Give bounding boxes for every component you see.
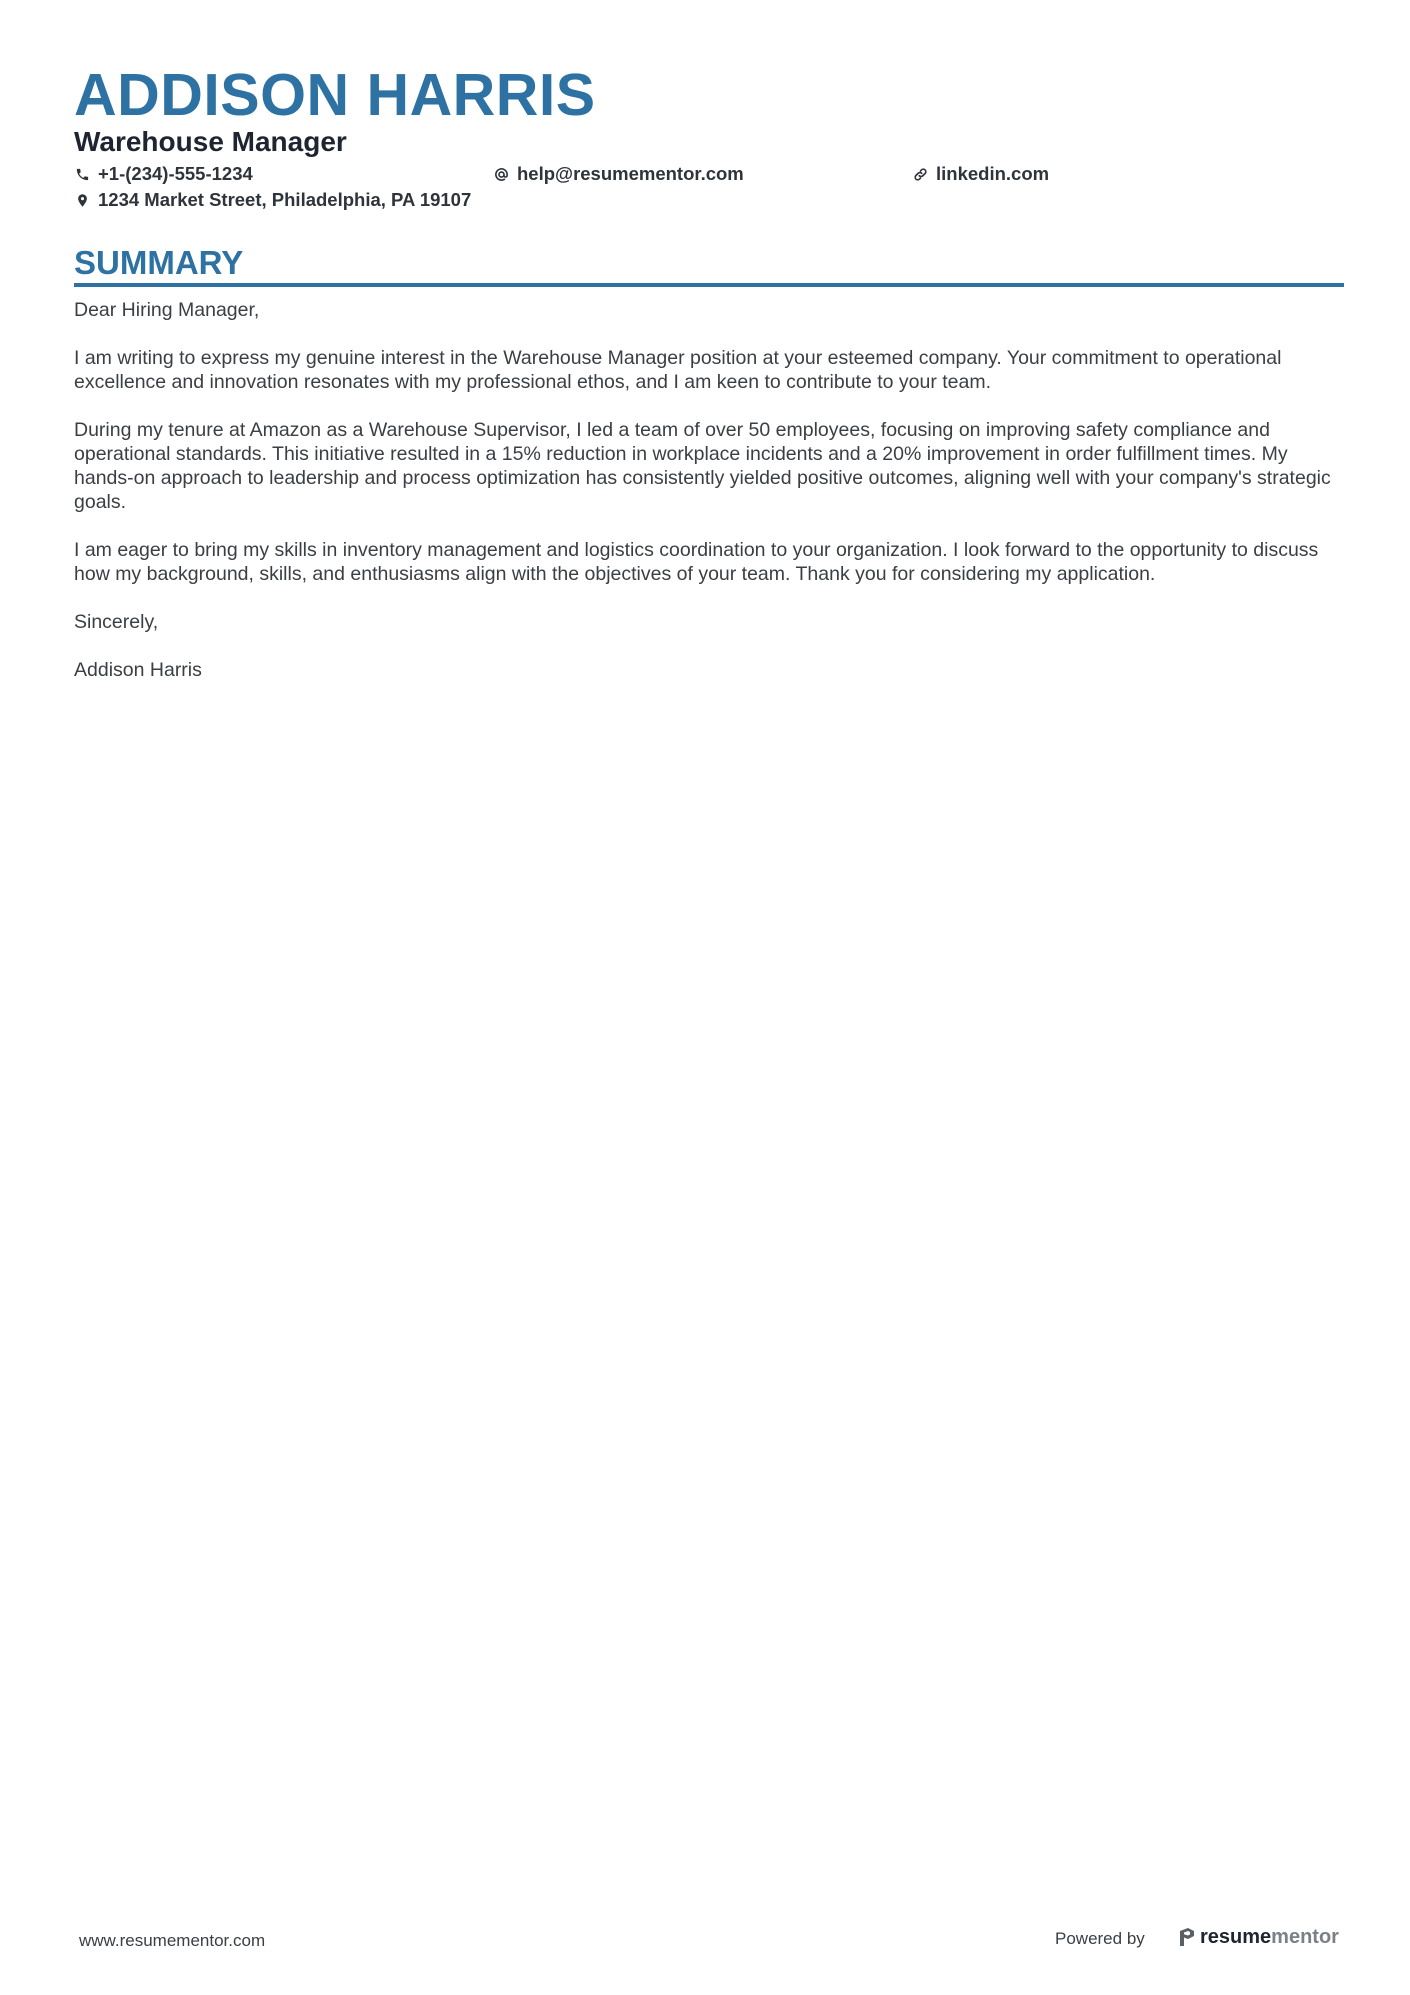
letter-paragraph: I am writing to express my genuine interest in the Warehouse Manager position at your esteemed company. Your commitment to operational excellence and innovation resonates with my professional ethos, and I am keen to contribute to your team.: [74, 347, 1282, 393]
job-title: Warehouse Manager: [74, 126, 347, 157]
contact-link: [912, 162, 1049, 186]
closing: Sincerely,: [74, 611, 159, 633]
letter-body: [74, 298, 1346, 706]
brand-logo[interactable]: [1178, 1925, 1339, 1949]
signature-name: Addison Harris: [74, 659, 202, 681]
at-icon: [493, 166, 510, 183]
letter-paragraph: During my tenure at Amazon as a Warehouse Supervisor, I led a team of over 50 employees, focusing on improving safety compliance and operational standards. This initiative resulted in a 15% reduction in workplace incidents and a 20% improvement in order fulfillment times. My hands-on approach to leadership and process optimization has consistently yielded positive outcomes, aligning well with your company's strategic goals.: [74, 419, 1331, 513]
brand-mark-icon: [1178, 1927, 1196, 1947]
location-pin-icon: [74, 192, 91, 209]
candidate-name: ADDISON HARRIS: [74, 62, 596, 128]
brand-text-mentor: mentor: [1271, 1926, 1339, 1948]
contact-email: [493, 162, 744, 186]
link-icon: [912, 166, 929, 183]
email-text[interactable]: help@resumementor.com: [517, 163, 744, 184]
link-text[interactable]: linkedin.com: [936, 163, 1050, 184]
contact-address: [74, 188, 471, 212]
section-divider: [74, 283, 1344, 287]
section-heading-summary: SUMMARY: [74, 244, 244, 281]
brand-text-resume: resume: [1200, 1926, 1272, 1948]
powered-by-label: Powered by: [1055, 1929, 1145, 1948]
phone-text[interactable]: +1-(234)-555-1234: [98, 163, 253, 184]
phone-icon: [74, 166, 91, 183]
address-text: 1234 Market Street, Philadelphia, PA 19107: [98, 189, 472, 210]
salutation: Dear Hiring Manager,: [74, 299, 260, 321]
contact-phone: [74, 162, 253, 186]
letter-paragraph: I am eager to bring my skills in inventory management and logistics coordination to your organization. I look forward to the opportunity to discuss how my background, skills, and enthusiasms align with the objectives of your team. Thank you for considering my application.: [74, 539, 1319, 585]
footer-url[interactable]: www.resumementor.com: [79, 1931, 266, 1950]
